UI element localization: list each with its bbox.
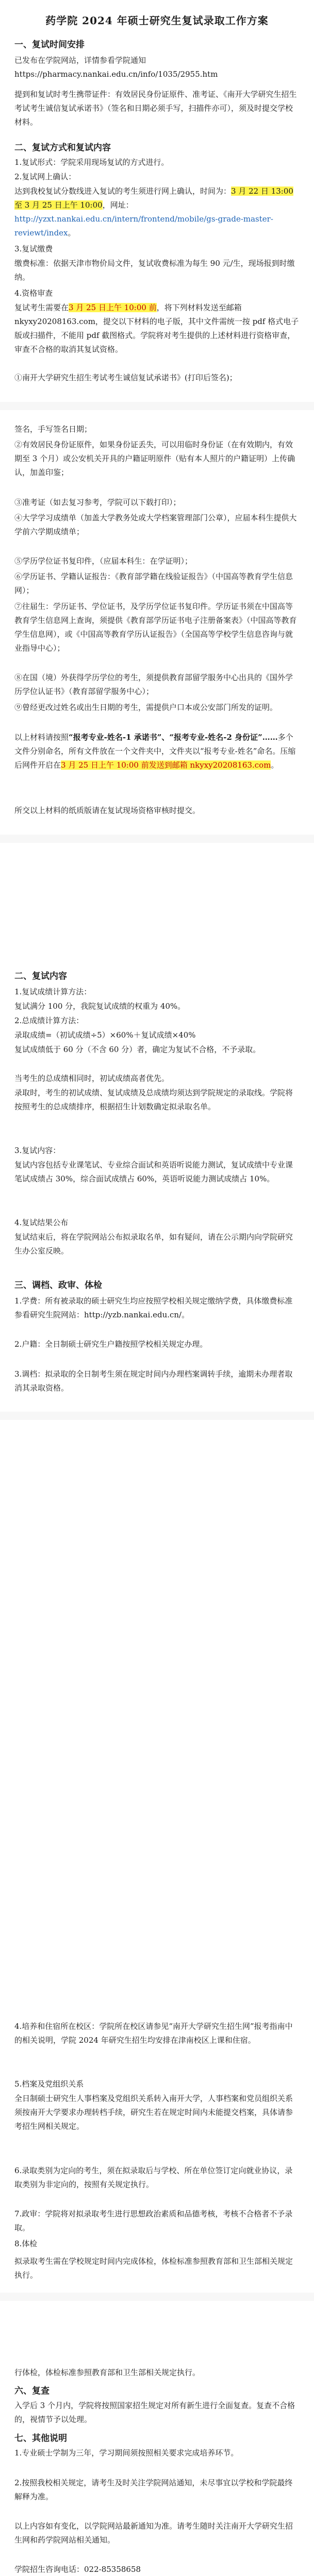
section-heading-other: 七、其他说明	[14, 2433, 67, 2444]
paragraph: 5.档案及党组织关系	[14, 2079, 84, 2089]
paragraph-text: ，网址：	[102, 200, 134, 210]
naming-rule: “报考专业-姓名-1 承诺书”、“报考专业-姓名-2 身份证”……	[69, 733, 278, 742]
paragraph	[14, 54, 299, 81]
paragraph: ④大学学习成绩单（加盖大学教务处或大学档案管理部门公章），应届本科生提供大学前六学期成绩单；	[14, 513, 297, 536]
paragraph: 复试成绩低于 60 分（不含 60 分）者，确定为复试不合格，不予录取。	[14, 1045, 261, 1054]
paragraph: 2.总成绩计算方法：	[14, 1016, 84, 1025]
paragraph: 签名，手写签名日期；	[14, 425, 92, 434]
paragraph: 1.复试成绩计算方法：	[14, 987, 92, 996]
paragraph: 当考生的总成绩相同时，初试成绩高者优先。	[14, 1074, 170, 1083]
paragraph-text: 。	[68, 228, 76, 238]
section-heading-content: 二、复试内容	[14, 971, 67, 981]
page-break	[0, 2293, 314, 2301]
paragraph	[14, 184, 299, 240]
page-break	[0, 835, 314, 843]
paragraph-text: 。	[271, 760, 279, 770]
paragraph-text: ，将下列材料发送至邮箱 nkyxy20208163.com，提交以下材料的电子版，其中文件需统一按 pdf 格式电子版或扫描件，不能用 pdf 截图格式。学院将对考生提供的上述材料进行资格审查，审查不合格的取消其复试资格。	[14, 303, 299, 354]
paragraph: 复试结束后，将在学院网站公布拟录取名单，如有疑问，请在公示期内向学院研究生办公室反映。	[14, 1232, 293, 1256]
section-heading-schedule: 一、复试时间安排	[14, 40, 85, 50]
paragraph-text: 达到我校复试分数线进入复试的考生须进行网上确认，时间为：	[14, 187, 232, 196]
section-heading-fees: 三、调档、政审、体检	[14, 1280, 102, 1291]
paragraph: 提到和复试时考生携带证件：有效居民身份证原件、准考证、《南开大学研究生招生考试考生诚信复试承诺书》（签名和日期必须手写，扫描件亦可），须及时提交学校材料。	[14, 90, 297, 127]
paragraph: ⑤学历学位证书复印件，（应届本科生：在学证明）；	[14, 556, 193, 566]
paragraph: 复试内容包括专业课笔试、专业综合面试和英语听说能力测试，复试成绩中专业课笔试成绩占 30%，综合面试成绩占 60%，英语听说能力测试成绩占 10%。	[14, 1160, 293, 1183]
paragraph: 缴费标准：依据天津市物价局文件，复试收费标准为每生 90 元/生，现场报到时缴纳。	[14, 259, 295, 282]
highlighted-deadline: 3 月 25 日上午 10:00 前	[69, 303, 157, 312]
paragraph: ③准考证（如去复习参考，学院可以下载打印）；	[14, 498, 181, 507]
paragraph: 8.体检	[14, 2239, 38, 2248]
paragraph	[14, 731, 299, 772]
paragraph: 所交以上材料的纸质版请在复试现场资格审核时提交。	[14, 806, 201, 815]
paragraph: 3.复试缴费	[14, 244, 53, 253]
paragraph: 4.培养和住宿所在校区：学院所在校区请参见“南开大学研究生招生网”报考指南中的相关说明，学院 2024 年研究生招生均安排在津南校区上课和住宿。	[14, 2022, 293, 2045]
paragraph: 1.复试形式：学院采用现场复试的方式进行。	[14, 158, 169, 167]
page-break	[0, 402, 314, 410]
section-heading-recheck: 六、复查	[14, 2386, 49, 2396]
page-break	[0, 1412, 314, 1420]
highlighted-deadline: 3 月 25 日上午 10:00 前发送到邮箱 nkyxy20208163.com	[61, 760, 271, 770]
paragraph: ⑨曾经更改过姓名或出生日期的考生，需提供户口本或公安部门所发的证明。	[14, 703, 278, 712]
paragraph: ②有效居民身份证原件，如果身份证丢失，可以用临时身份证（在有效期内，有效期至 3 个月）或公安机关开具的户籍证明原件（贴有本人照片的户籍证明）上传确认，加盖印鉴；	[14, 440, 295, 477]
paragraph-text: 多个文件分别命名，所有文件放在一个文件夹中，文件夹以“报考专业-姓名”命名。压缩后网件开启在	[14, 733, 296, 770]
paragraph: 复试满分 100 分，我院复试成绩的权重为 40%。	[14, 1002, 186, 1011]
paragraph: 2.户籍：全日制硕士研究生户籍按照学校相关规定办理。	[14, 1340, 208, 1349]
paragraph-text: 复试考生需要在	[14, 303, 69, 312]
paragraph: 4.资格审查	[14, 289, 53, 298]
paragraph: 录取成绩=（初试成绩÷5）×60%＋复试成绩×40%	[14, 1030, 196, 1040]
paragraph: ①南开大学研究生招生考试考生诚信复试承诺书》(打印后签名)；	[14, 373, 237, 382]
contact-phone: 学院招生咨询电话：022-85358658	[14, 2565, 141, 2574]
paragraph: 拟录取考生需在学校规定时间内完成体检，体检标准参照教育部和卫生部相关规定执行。	[14, 2257, 293, 2280]
paragraph: 全日制硕士研究生人事档案及党组织关系转入南开大学，人事档案和党员组织关系须按南开大学要求办理转档手续，研究生若在规定时间内未能提交档案，具体请参考招生网相关规定。	[14, 2094, 293, 2131]
paragraph: ⑥学历证书、学籍认证报告：《教育部学籍在线验证报告》（中国高等教育学生信息网）；	[14, 572, 293, 595]
confirm-link[interactable]: http://yzxt.nankai.edu.cn/intern/frontend/mobile/gs-grade-master-reviewt/index	[14, 214, 273, 238]
section-heading-method: 二、复试方式和复试内容	[14, 143, 111, 153]
paragraph-text: 已发布在学院网站，详情参看学院通知 https://pharmacy.nankai.edu.cn/info/1035/2955.htm	[14, 56, 218, 79]
paragraph: 3.复试内容：	[14, 1146, 61, 1155]
paragraph: 录取时，考生的初试成绩、复试成绩及总成绩均须达到学院规定的录取线。学院将按照考生的总成绩排序，根据招生计划数确定拟录取名单。	[14, 1088, 293, 1111]
paragraph: 入学后 3 个月内，学院将按照国家招生规定对所有新生进行全面复查。复查不合格的，视情节予以处理。	[14, 2401, 295, 2424]
paragraph: ⑦往届生：学历证书、学位证书，及学历学位证书复印件。学历证书须在中国高等教育学生信息网上查询，须提供《教育部学历证书电子注册备案表》（中国高等教育学生信息网），或《中国高等教育学历认证报告》（全国高等学校学生信息咨询与就业指导中心）；	[14, 602, 297, 653]
document-title: 药学院 2024 年硕士研究生复试录取工作方案	[45, 14, 269, 27]
paragraph-text: 以上材料请按照	[14, 733, 69, 742]
paragraph: 6.录取类别为定向的考生，须在拟录取后与学校、所在单位签订定向就业协议，录取类别为非定向的，按照有关规定执行。	[14, 2166, 293, 2189]
paragraph: 3.调档：拟录取的全日制考生须在规定时间内办理档案调转手续，逾期未办理者取消其录取资格。	[14, 1369, 293, 1393]
paragraph: 4.复试结果公布	[14, 1218, 69, 1227]
highlighted-date: 3 月 22 日 13:00 至 3 月 25 日上午 10:00	[14, 187, 293, 210]
paragraph: 1.专业硕士学制为三年，学习期间须按照相关要求完成培养环节。	[14, 2448, 239, 2458]
paragraph: ⑧在国（境）外获得学历学位的考生，须提供教育部留学服务中心出具的《国外学历学位认证书》（教育部留学服务中心）；	[14, 673, 293, 696]
paragraph: 以上内容如有变化，以学院网站最新通知为准。请考生随时关注南开大学研究生招生网和药学院网站相关通知。	[14, 2521, 293, 2545]
paragraph: 行体检，体检标准参照教育部和卫生部相关规定执行。	[14, 2368, 201, 2377]
paragraph: 2.复试网上确认：	[14, 172, 76, 181]
paragraph: 7.政审：学院将对拟录取考生进行思想政治素质和品德考核，考核不合格者不予录取。	[14, 2209, 293, 2232]
paragraph: 2.按照我校相关规定，请考生及时关注学院网站通知，未尽事宜以学校和学院最终解释为准。	[14, 2478, 293, 2501]
paragraph	[14, 301, 299, 357]
paragraph: 1.学费：所有被录取的硕士研究生均应按照学校相关规定缴纳学费，具体缴费标准参看研究生院网站：http://yzb.nankai.edu.cn/。	[14, 1296, 293, 1319]
